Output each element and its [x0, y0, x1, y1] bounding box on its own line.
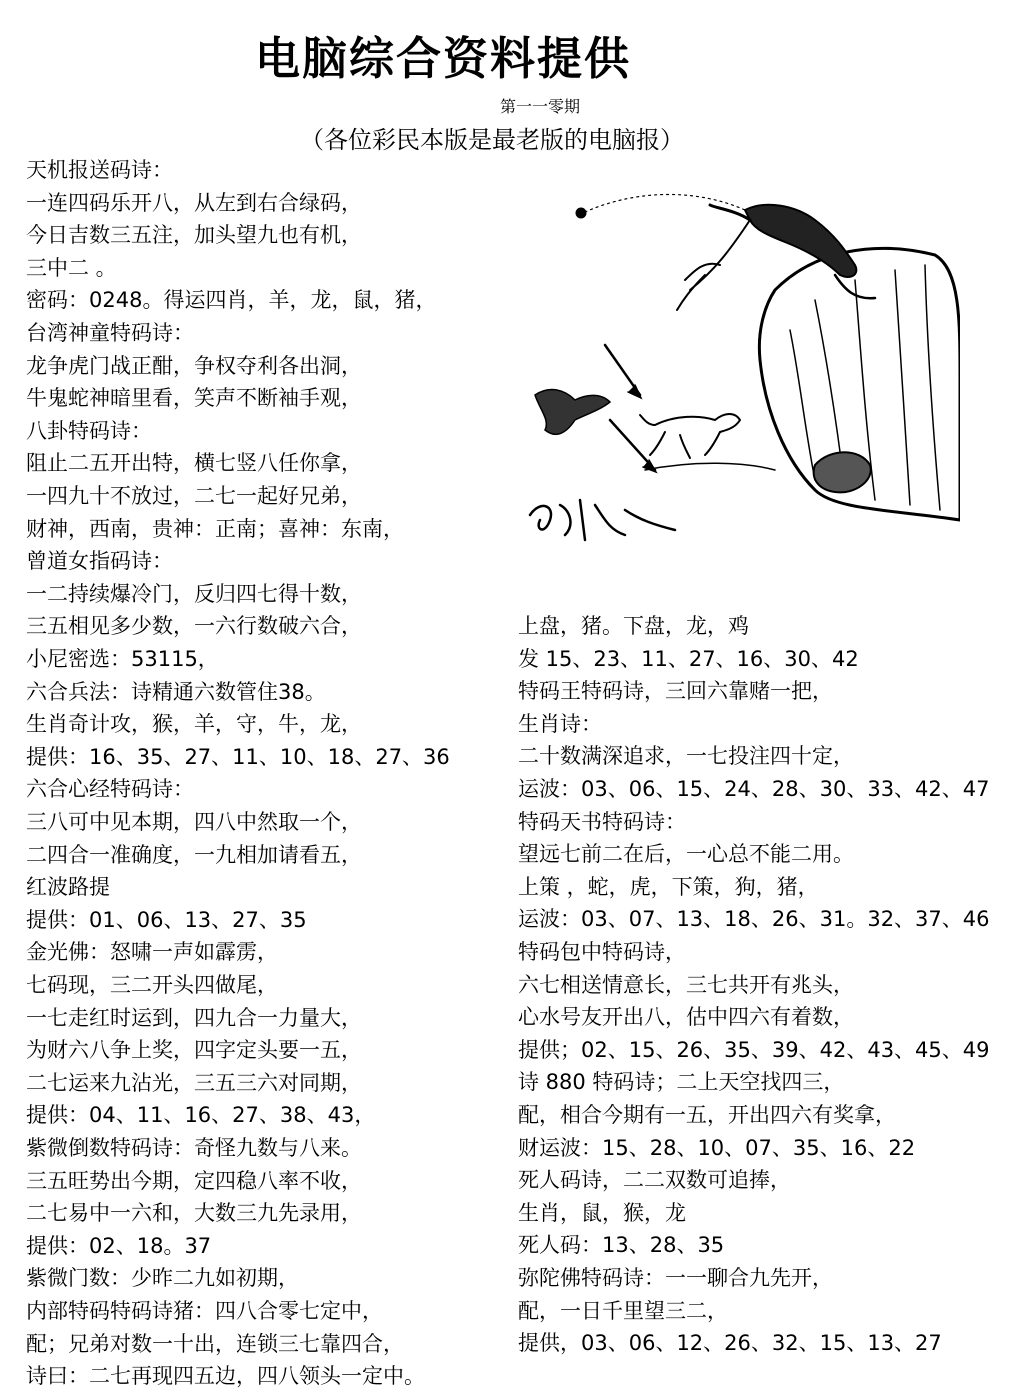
- left-line: 二四合一准确度，一九相加请看五，: [26, 842, 362, 867]
- tree-branch: [677, 220, 750, 310]
- right-line: 死人码：13、28、35: [518, 1233, 725, 1258]
- left-line: 三八可中见本期，四八中然取一个，: [26, 810, 362, 834]
- ink-illustration: [515, 180, 960, 570]
- right-line: 诗 880 特码诗；二上天空找四三，: [518, 1070, 845, 1095]
- left-line: 曾道女指码诗：: [26, 549, 173, 574]
- right-line: 特码包中特码诗，: [518, 940, 686, 964]
- left-line: 诗曰：二七再现四五边，四八领头一定中。: [26, 1364, 425, 1388]
- issue-number: 第一一零期: [500, 97, 581, 116]
- monkey-body: [745, 205, 856, 277]
- left-line: 三中二 。: [26, 255, 117, 280]
- page-title: 电脑综合资料提供: [255, 32, 632, 85]
- left-line: 六合兵法：诗精通六数管住38。: [26, 679, 326, 704]
- right-line: 配，一日千里望三二，: [518, 1298, 728, 1323]
- left-line: 提供：16、35、27、11、10、18、27、36: [26, 744, 450, 769]
- left-line: 三五旺势出今期，定四稳八率不收，: [26, 1168, 362, 1193]
- signature: [530, 500, 675, 540]
- left-line: 今日吉数三五注，加头望九也有机，: [26, 223, 362, 248]
- stone: [576, 208, 586, 218]
- monkey-arm: [710, 205, 750, 220]
- dog: [640, 414, 740, 458]
- right-line: 提供；02、15、26、35、39、42、43、45、49: [518, 1037, 990, 1062]
- left-line: 紫微倒数特码诗：奇怪九数与八来。: [26, 1136, 362, 1160]
- left-line: 紫微门数：少昨二九如初期，: [26, 1266, 299, 1291]
- right-line: 上盘，猪。下盘，龙，鸡: [518, 614, 749, 638]
- right-line: 死人码诗，二二双数可追捧，: [518, 1168, 791, 1193]
- bird: [535, 390, 610, 435]
- left-line: 龙争虎门战正酣，争权夺利各出洞，: [26, 353, 362, 378]
- left-line: 天机报送码诗：: [26, 158, 173, 182]
- ground-line: [645, 463, 775, 470]
- left-line: 提供：01、06、13、27、35: [26, 907, 307, 932]
- left-line: 提供：04、11、16、27、38、43，: [26, 1103, 376, 1128]
- right-line: 心水号友开出八，估中四六有着数，: [518, 1005, 854, 1030]
- left-line: 一连四码乐开八，从左到右合绿码，: [26, 190, 362, 215]
- left-line: 二七运来九沾光，三五三六对同期，: [26, 1070, 362, 1095]
- right-line: 提供，03、06、12、26、32、15、13、27: [518, 1331, 942, 1356]
- page-subtitle: （各位彩民本版是最老版的电脑报）: [300, 126, 684, 154]
- left-line: 台湾神童特码诗：: [26, 321, 194, 345]
- left-line: 阻止二五开出特，横七竖八任你拿，: [26, 451, 362, 476]
- right-line: 运波：03、07、13、18、26、31。32、37、46: [518, 907, 990, 932]
- right-line: 发 15、23、11、27、16、30、42: [518, 646, 859, 671]
- left-line: 生肖奇计攻，猴，羊，守，牛，龙，: [26, 712, 362, 737]
- right-line: 特码天书特码诗：: [518, 809, 686, 834]
- left-line: 一二持续爆冷门，反归四七得十数，: [26, 581, 362, 606]
- right-line: 弥陀佛特码诗：一一聊合九先开，: [518, 1266, 833, 1290]
- left-line: 配；兄弟对数一十出，连锁三七靠四合，: [26, 1331, 404, 1356]
- left-line: 六合心经特码诗：: [26, 777, 194, 802]
- left-line: 为财六八争上奖，四字定头要一五，: [26, 1038, 362, 1063]
- right-line: 上策 ，蛇，虎，下策，狗，猪，: [518, 874, 819, 899]
- left-line: 一七走红时运到，四九合一力量大，: [26, 1005, 362, 1030]
- left-line: 三五相见多少数，一六行数破六合，: [26, 614, 362, 639]
- left-line: 小尼密选：53115，: [26, 647, 219, 671]
- left-line: 二七易中一六和，大数三九先录用，: [26, 1201, 362, 1226]
- left-line: 八卦特码诗：: [26, 418, 152, 443]
- right-line: 配，相合今期有一五，开出四六有奖拿，: [518, 1103, 896, 1127]
- right-line: 特码王特码诗，三回六靠赌一把，: [518, 679, 833, 704]
- right-line: 运波：03、06、15、24、28、30、33、42、47: [518, 777, 990, 801]
- left-line: 七码现，三二开头四做尾，: [26, 973, 278, 997]
- left-line: 牛鬼蛇神暗里看，笑声不断袖手观，: [26, 386, 362, 411]
- right-line: 财运波：15、28、10、07、35、16、22: [518, 1135, 916, 1160]
- right-line: 生肖诗：: [518, 711, 602, 736]
- left-line: 提供：02、18。37: [26, 1233, 212, 1258]
- right-line: 二十数满深追求，一七投注四十定，: [518, 744, 854, 769]
- left-line: 一四九十不放过，二七一起好兄弟，: [26, 484, 362, 508]
- right-line: 望远七前二在后，一心总不能二用。: [518, 842, 854, 867]
- left-line: 金光佛：怒啸一声如霹雳，: [26, 940, 278, 965]
- right-line: 六七相送情意长，三七共开有兆头，: [518, 972, 854, 997]
- boulder: [814, 452, 871, 492]
- left-line: 财神，西南，贵神：正南；喜神：东南，: [26, 516, 404, 541]
- left-line: 密码：0248。得运四肖，羊，龙，鼠，猪，: [26, 288, 437, 313]
- left-line: 内部特码特码诗猪：四八合零七定中，: [26, 1299, 383, 1323]
- right-line: 生肖，鼠，猴，龙: [518, 1200, 686, 1225]
- left-line: 红波路提: [26, 875, 110, 900]
